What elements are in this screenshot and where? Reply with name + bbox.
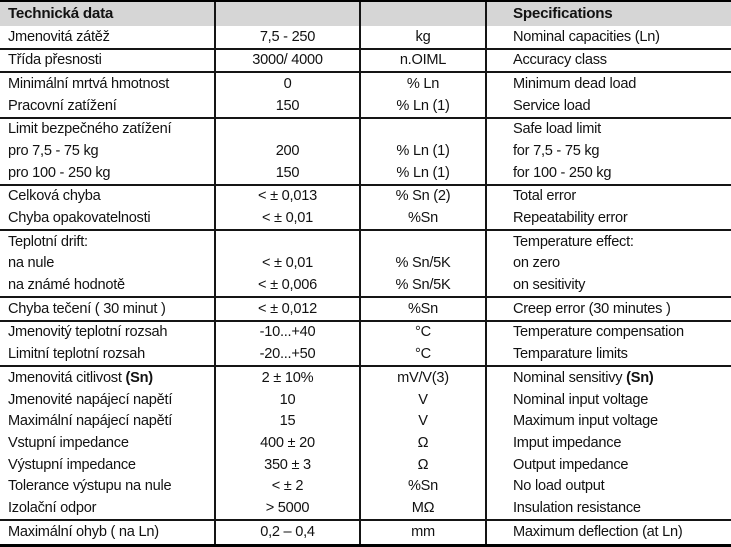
row-group [0,320,731,365]
cell-unit: % Ln (1) [396,164,450,181]
cell-english-label: Nominal capacities (Ln) [513,28,660,45]
cell-czech-label: Výstupní impedance [8,456,136,473]
cell-unit: % Ln (1) [396,142,450,159]
cell-czech-label: Tolerance výstupu na nule [8,478,172,495]
table-body [0,26,731,543]
row-group [0,48,731,72]
cell-unit: n.OIML [399,52,447,69]
cell-czech-label: Jmenovitá citlivost (Sn) [8,369,153,386]
table-row [0,476,731,498]
cell-english-label: Safe load limit [513,121,601,138]
cell-czech-label: Teplotní drift: [8,233,88,250]
cell-unit: %Sn [407,210,439,227]
cell-english-label: Nominal sensitivy (Sn) [513,369,654,386]
cell-value: -10...+40 [259,324,316,341]
cell-unit: kg [415,28,431,45]
cell-english-label: Temparature limits [513,346,628,363]
cell-unit: mV/V(3) [397,369,449,386]
table-row [0,389,731,411]
table-header-row [0,2,731,26]
row-group [0,26,731,48]
cell-value: < ± 0,006 [258,277,317,294]
cell-value: < ± 0,012 [258,300,317,317]
table-row [0,253,731,275]
table-row [0,454,731,476]
header-czech-title: Technická data [8,5,114,23]
cell-czech-label: Maximální napájecí napětí [8,413,173,430]
cell-czech-label: Jmenovité napájecí napětí [8,391,173,408]
cell-english-label: Insulation resistance [513,499,641,516]
column-divider-1 [214,2,216,544]
row-group [0,229,731,296]
cell-unit: °C [415,324,431,341]
table-row [0,275,731,297]
table-row [0,344,731,366]
row-group [0,365,731,519]
cell-value: 0 [283,75,292,92]
cell-value: 150 [275,164,300,181]
cell-czech-label: Jmenovitá zátěž [8,28,110,45]
table-row [0,411,731,433]
cell-unit: % Sn (2) [395,188,451,205]
table-row [0,119,731,141]
cell-value: 3000/ 4000 [252,52,323,69]
cell-value: < ± 0,01 [261,255,314,272]
table-row [0,186,731,208]
cell-unit: %Sn [407,300,439,317]
cell-value: 150 [275,97,300,114]
row-group [0,296,731,320]
cell-value: 7,5 - 250 [259,28,316,45]
cell-unit: V [418,391,428,408]
column-divider-2 [359,2,361,544]
cell-czech-label: Vstupní impedance [8,434,129,451]
table-row [0,162,731,184]
cell-english-label: Creep error (30 minutes ) [513,300,671,317]
column-divider-3 [485,2,487,544]
header-english-title: Specifications [513,5,613,23]
cell-unit: % Sn/5K [395,255,451,272]
row-group [0,71,731,116]
table-row [0,95,731,117]
cell-czech-label: Chyba tečení ( 30 minut ) [8,300,166,317]
cell-czech-label: Chyba opakovatelnosti [8,210,151,227]
cell-czech-label: Pracovní zatížení [8,97,117,114]
cell-english-label: Service load [513,97,591,114]
cell-english-label: Accuracy class [513,52,607,69]
cell-english-label: Output impedance [513,456,629,473]
cell-unit: °C [415,346,431,363]
table-row [0,432,731,454]
cell-unit: mm [411,523,435,540]
cell-value: < ± 2 [271,478,304,495]
table-row [0,140,731,162]
cell-unit: Ω [417,456,429,473]
cell-english-label: for 100 - 250 kg [513,164,612,181]
cell-value: 200 [275,142,300,159]
cell-english-label: Repeatability error [513,210,628,227]
table-row [0,50,731,72]
cell-english-label: on sesitivity [513,277,586,294]
cell-czech-label: pro 7,5 - 75 kg [8,142,99,159]
table-row [0,26,731,48]
cell-english-label: Maximum input voltage [513,413,658,430]
cell-english-label: Temperature effect: [513,233,634,250]
table-row [0,497,731,519]
cell-czech-label: pro 100 - 250 kg [8,164,111,181]
cell-value: -20...+50 [259,346,316,363]
table-row [0,521,731,543]
cell-czech-label: Celková chyba [8,188,101,205]
cell-unit: % Sn/5K [395,277,451,294]
cell-czech-label: na nule [8,255,55,272]
row-group [0,519,731,543]
cell-czech-label: Jmenovitý teplotní rozsah [8,324,168,341]
table-row [0,231,731,253]
cell-czech-label: Limitní teplotní rozsah [8,346,146,363]
cell-english-label: for 7,5 - 75 kg [513,142,600,159]
cell-czech-label: Třída přesnosti [8,52,102,69]
cell-value: 0,2 – 0,4 [260,523,315,540]
cell-unit: MΩ [411,499,435,516]
cell-value: 400 ± 20 [260,434,315,451]
cell-english-label: Nominal input voltage [513,391,649,408]
table-row [0,73,731,95]
table-row [0,367,731,389]
row-group [0,117,731,184]
cell-value: 2 ± 10% [261,369,314,386]
table-row [0,322,731,344]
cell-english-label: Temperature compensation [513,324,684,341]
cell-value: < ± 0,01 [261,210,314,227]
cell-czech-label: na známé hodnotě [8,277,125,294]
row-group [0,184,731,229]
cell-english-label: Minimum dead load [513,75,637,92]
cell-unit: % Ln (1) [396,97,450,114]
cell-unit: % Ln [406,75,440,92]
table-row [0,208,731,230]
cell-czech-label: Limit bezpečného zatížení [8,121,172,138]
cell-unit: Ω [417,434,429,451]
table-row [0,298,731,320]
cell-english-label: No load output [513,478,605,495]
cell-value: < ± 0,013 [258,188,317,205]
cell-value: 350 ± 3 [264,456,311,473]
cell-value: > 5000 [265,499,310,516]
cell-unit: %Sn [407,478,439,495]
cell-value: 15 [279,413,296,430]
cell-english-label: on zero [513,255,560,272]
cell-value: 10 [279,391,296,408]
cell-english-label: Maximum deflection (at Ln) [513,523,683,540]
cell-czech-label: Minimální mrtvá hmotnost [8,75,170,92]
cell-czech-label: Izolační odpor [8,499,97,516]
cell-czech-label: Maximální ohyb ( na Ln) [8,523,159,540]
cell-english-label: Total error [513,188,576,205]
cell-unit: V [418,413,428,430]
cell-english-label: Imput impedance [513,434,622,451]
